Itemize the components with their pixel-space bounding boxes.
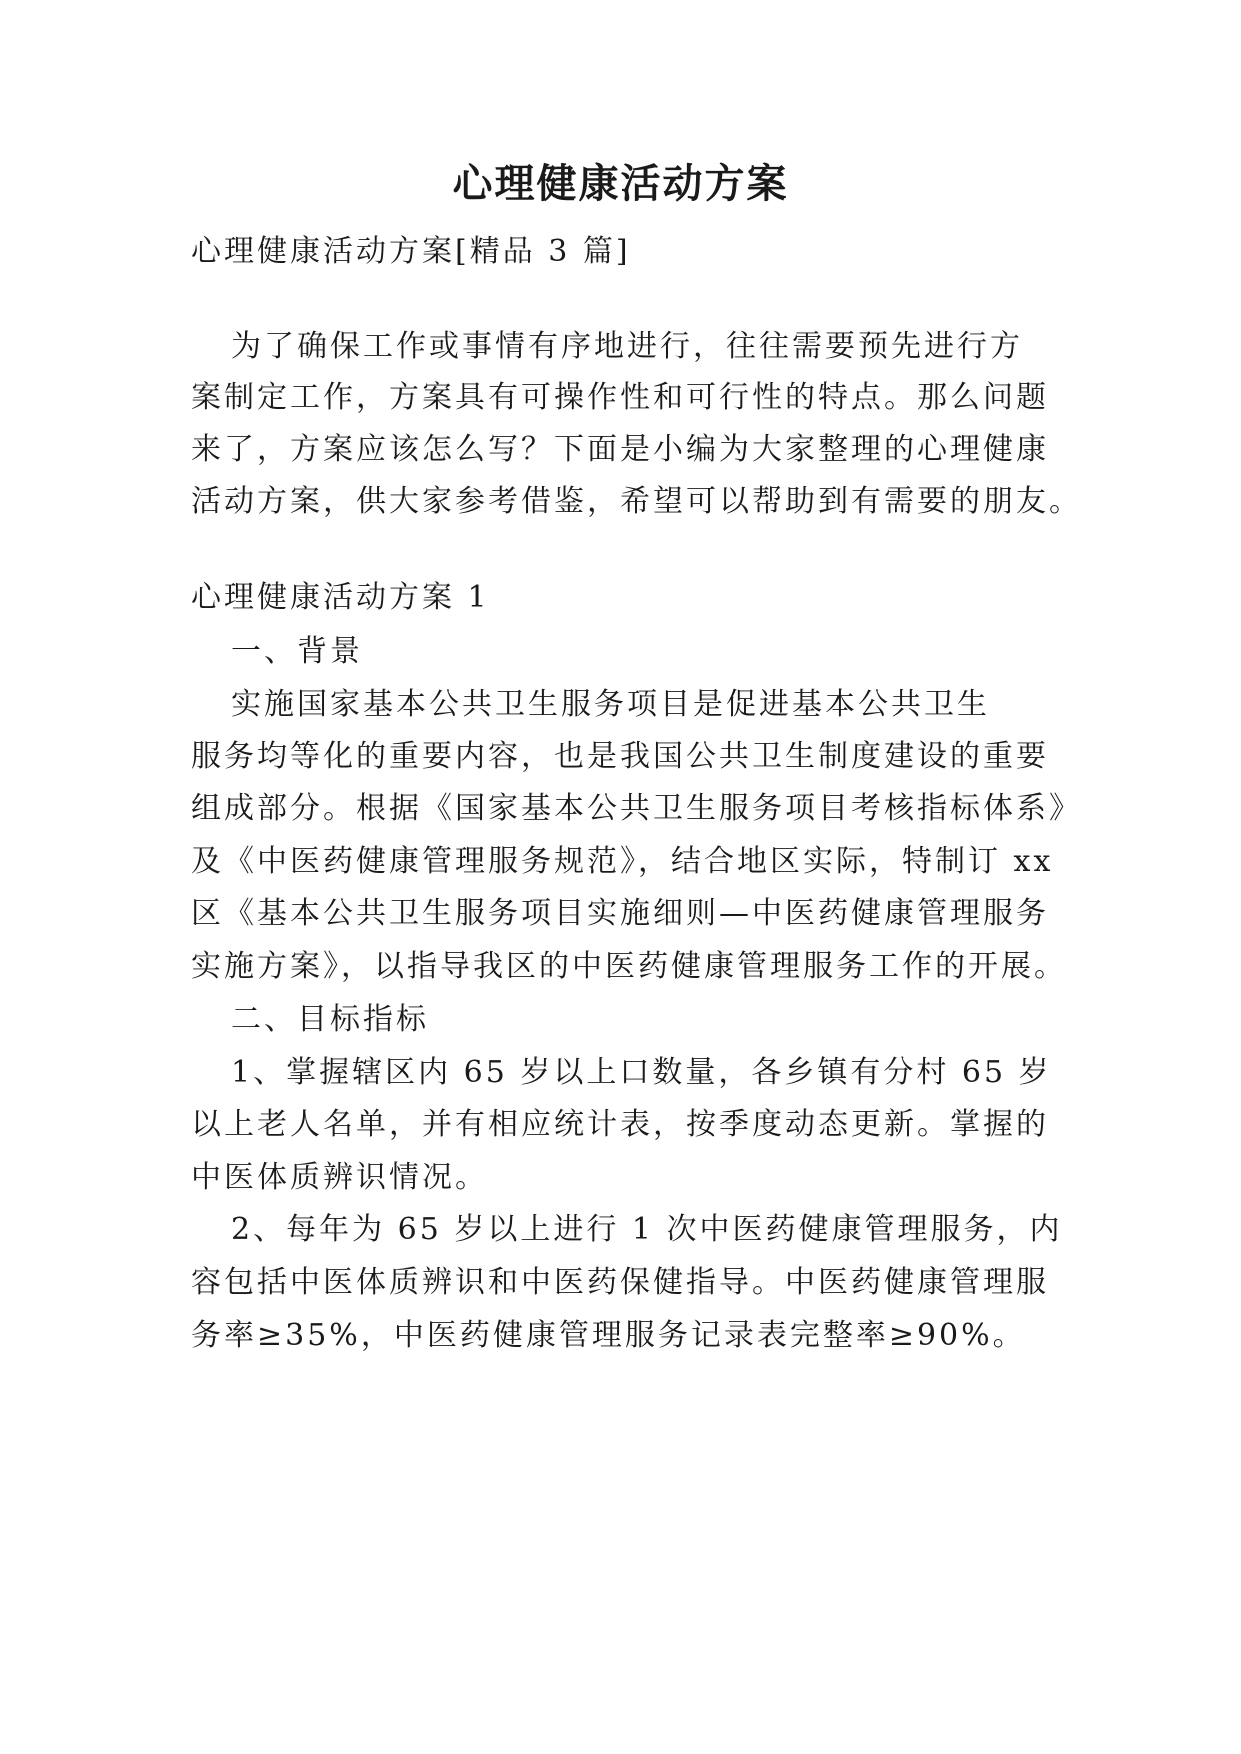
background-line: 及《中医药健康管理服务规范》，结合地区实际，特制订 xx (191, 844, 1054, 879)
goal-line: 容包括中医体质辨识和中医药保健指导。中医药健康管理服 (191, 1265, 1049, 1300)
goal-line: 以上老人名单，并有相应统计表，按季度动态更新。掌握的 (191, 1107, 1049, 1142)
section-title: 心理健康活动方案 1 (191, 580, 490, 615)
goal-line: 务率≥35%，中医药健康管理服务记录表完整率≥90%。 (191, 1318, 1026, 1353)
goal-line: 2、每年为 65 岁以上进行 1 次中医药健康管理服务，内 (231, 1212, 1063, 1247)
intro-line: 活动方案，供大家参考借鉴，希望可以帮助到有需要的朋友。 (191, 484, 1082, 519)
heading-background: 一、背景 (231, 634, 363, 669)
intro-line: 案制定工作，方案具有可操作性和可行性的特点。那么问题 (191, 380, 1049, 415)
intro-line: 来了，方案应该怎么写？下面是小编为大家整理的心理健康 (191, 432, 1049, 467)
goal-line: 中医体质辨识情况。 (191, 1160, 488, 1195)
background-line: 实施方案》，以指导我区的中医药健康管理服务工作的开展。 (191, 949, 1067, 984)
background-line: 实施国家基本公共卫生服务项目是促进基本公共卫生 (231, 687, 990, 722)
background-line: 服务均等化的重要内容，也是我国公共卫生制度建设的重要 (191, 739, 1049, 774)
background-line: 组成部分。根据《国家基本公共卫生服务项目考核指标体系》 (191, 791, 1082, 826)
goal-line: 1、掌握辖区内 65 岁以上口数量，各乡镇有分村 65 岁 (231, 1055, 1052, 1090)
document-title: 心理健康活动方案 (452, 160, 789, 207)
heading-goals: 二、目标指标 (231, 1002, 429, 1037)
document-subtitle: 心理健康活动方案[精品 3 篇] (191, 234, 631, 269)
background-line: 区《基本公共卫生服务项目实施细则—中医药健康管理服务 (191, 896, 1049, 931)
intro-line: 为了确保工作或事情有序地进行，往往需要预先进行方 (231, 329, 1023, 364)
